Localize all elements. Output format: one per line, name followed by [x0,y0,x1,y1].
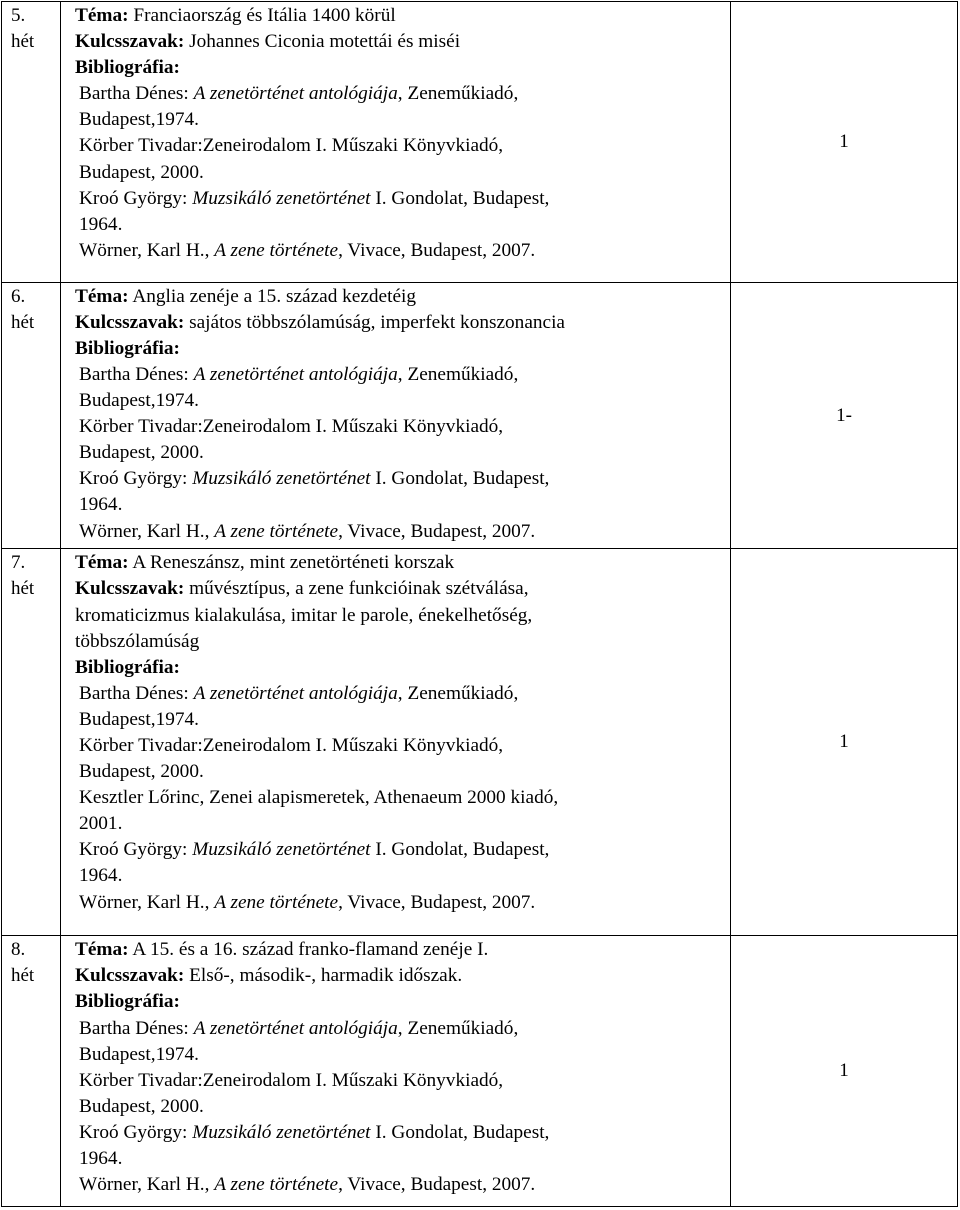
topic-text: Franciaország és Itália 1400 körül [133,5,396,26]
week-number: 8. [11,939,26,961]
credit-cell [731,936,958,1207]
bib-author: Bartha Dénes: [79,363,194,385]
content-cell [61,549,731,936]
bibliography-label: Bibliográfia: [75,57,180,79]
bibliography-entry [75,186,730,212]
bib-author: Bartha Dénes: [79,682,194,704]
bib-author: Wörner, Karl H., [79,520,215,542]
week-cell [2,549,61,936]
bib-publisher: I. Gondolat, Budapest, [370,1121,550,1143]
bibliography-entry-continuation: Budapest,1974. [79,390,199,412]
bib-author: Kroó György: [79,468,193,490]
bibliography-entry-continuation: 1964. [79,865,123,887]
bib-publisher: I. Gondolat, Budapest, [370,839,550,861]
keywords-line [75,29,730,55]
week-unit: hét [11,31,35,52]
topic-line [75,284,730,310]
bibliography-entry [75,890,730,916]
bib-title: Muzsikáló zenetörténet [192,187,371,209]
syllabus-rows [2,2,958,1207]
credit-value: 1 [839,1060,849,1082]
keywords-text: Első-, második-, harmadik időszak. [189,965,463,987]
keywords-line [75,576,730,602]
keywords-label: Kulcsszavak: [75,31,185,53]
week-unit: hét [11,578,35,600]
bibliography-entry [75,466,730,492]
week-unit: hét [11,965,35,987]
credit-value: 1- [836,404,852,426]
bib-title: A zene története [214,891,339,913]
topic-line [75,3,730,29]
bib-title: A zenetörténet antológiája [193,682,398,704]
bibliography-entry-continuation: Budapest, 2000. [79,1095,204,1117]
week-row [2,282,958,549]
bibliography-entry-continuation: 1964. [79,494,123,516]
week-number: 6. [11,285,26,307]
bib-publisher: , Vivace, Budapest, 2007. [338,520,536,542]
credit-value: 1 [839,130,849,152]
bibliography-heading [75,989,730,1015]
week-row [2,936,958,1207]
keywords-line [75,963,730,989]
topic-label: Téma: [75,552,129,574]
bibliography-heading [75,655,730,681]
bib-publisher: , Zeneműkiadó, [397,363,519,385]
bibliography-entry-continuation: Budapest,1974. [79,109,199,131]
bib-author: Wörner, Karl H., [79,891,215,913]
credit-value: 1 [839,731,849,753]
topic-label: Téma: [75,5,129,26]
topic-label: Téma: [75,285,129,307]
bibliography-label: Bibliográfia: [75,337,180,359]
bibliography-entry-continuation: 1964. [79,1148,123,1170]
bib-publisher: I. Gondolat, Budapest, [370,468,550,490]
keywords-line [75,310,730,336]
content-cell [61,282,731,549]
bibliography-entry [75,81,730,107]
week-number: 7. [11,552,26,574]
bib-author: Bartha Dénes: [79,83,194,105]
content-cell [61,936,731,1207]
bib-title: Muzsikáló zenetörténet [192,839,371,861]
bib-title: Muzsikáló zenetörténet [192,1121,371,1143]
bib-author: Körber Tivadar:Zeneirodalom I. Műszaki Könyvkiadó, [79,735,504,756]
syllabus-table [1,1,958,1207]
bibliography-entry-continuation: 1964. [79,213,123,235]
bibliography-entry-continuation: Budapest, 2000. [79,761,204,783]
bib-author: Körber Tivadar:Zeneirodalom I. Műszaki Könyvkiadó, [79,416,504,438]
credit-cell [731,2,958,283]
bibliography-entry [75,238,730,264]
bibliography-entry [75,1016,730,1042]
bibliography-heading [75,336,730,362]
bib-title: Muzsikáló zenetörténet [192,468,371,490]
topic-text: A 15. és a 16. század franko-flamand zenéje I. [132,939,489,961]
bib-title: A zenetörténet antológiája [193,363,398,385]
week-cell [2,2,61,283]
credit-cell [731,549,958,936]
bibliography-label: Bibliográfia: [75,656,180,678]
bib-title: A zene története [214,239,339,261]
bib-publisher: , Zeneműkiadó, [397,1017,519,1039]
keywords-label: Kulcsszavak: [75,965,185,987]
topic-label: Téma: [75,939,129,961]
bibliography-entry-continuation: Budapest,1974. [79,1043,199,1065]
bibliography-entry-continuation: 2001. [79,813,123,835]
keywords-label: Kulcsszavak: [75,578,185,600]
bib-publisher: , Vivace, Budapest, 2007. [338,239,536,261]
bibliography-entry-continuation: Budapest, 2000. [79,161,204,183]
keywords-label: Kulcsszavak: [75,311,185,333]
bib-publisher: , Vivace, Budapest, 2007. [338,891,536,913]
bibliography-entry [75,681,730,707]
bib-title: A zenetörténet antológiája [193,83,398,105]
bibliography-entry [75,1068,730,1094]
week-cell [2,936,61,1207]
bibliography-entry [75,733,730,759]
bib-publisher: , Vivace, Budapest, 2007. [338,1174,536,1196]
bibliography-entry-continuation: Budapest,1974. [79,708,199,730]
bib-title: A zene története [214,520,339,542]
bibliography-entry [75,519,730,545]
bibliography-entry [75,785,730,811]
topic-text: A Reneszánsz, mint zenetörténeti korszak [132,552,455,574]
bibliography-label: Bibliográfia: [75,991,180,1013]
keywords-text: sajátos többszólamúság, imperfekt konszonancia [189,311,565,333]
bib-author: Wörner, Karl H., [79,239,215,261]
bib-author: Kroó György: [79,187,193,209]
bib-author: Wörner, Karl H., [79,1174,215,1196]
topic-line [75,937,730,963]
bib-publisher: , Zeneműkiadó, [397,682,519,704]
week-number: 5. [11,5,26,26]
bibliography-entry [75,414,730,440]
bib-title: A zene története [214,1174,339,1196]
week-unit: hét [11,311,35,333]
bib-title: A zenetörténet antológiája [193,1017,398,1039]
bibliography-entry [75,362,730,388]
topic-text: Anglia zenéje a 15. század kezdetéig [132,285,417,307]
bibliography-heading [75,55,730,81]
bib-publisher: I. Gondolat, Budapest, [370,187,550,209]
bib-author: Kroó György: [79,1121,193,1143]
bib-author: Körber Tivadar:Zeneirodalom I. Műszaki Könyvkiadó, [79,135,504,157]
week-row [2,549,958,936]
keywords-continuation: többszólamúság [75,630,200,652]
bibliography-entry [75,1172,730,1198]
keywords-text: művésztípus, a zene funkcióinak szétválása, [189,578,529,600]
bib-author: Bartha Dénes: [79,1017,194,1039]
bibliography-entry [75,1120,730,1146]
week-cell [2,282,61,549]
keywords-text: Johannes Ciconia motettái és miséi [189,31,461,53]
week-row [2,2,958,283]
bib-author: Körber Tivadar:Zeneirodalom I. Műszaki Könyvkiadó, [79,1069,504,1091]
bibliography-entry [75,837,730,863]
credit-cell [731,282,958,549]
bib-author: Kroó György: [79,839,193,861]
content-cell [61,2,731,283]
bibliography-entry [75,133,730,159]
keywords-continuation: kromaticizmus kialakulása, imitar le parole, énekelhetőség, [75,604,533,626]
bibliography-entry-continuation: Budapest, 2000. [79,442,204,464]
topic-line [75,550,730,576]
bib-publisher: , Zeneműkiadó, [397,83,519,105]
bib-author: Kesztler Lőrinc, Zenei alapismeretek, Athenaeum 2000 kiadó, [79,787,559,809]
